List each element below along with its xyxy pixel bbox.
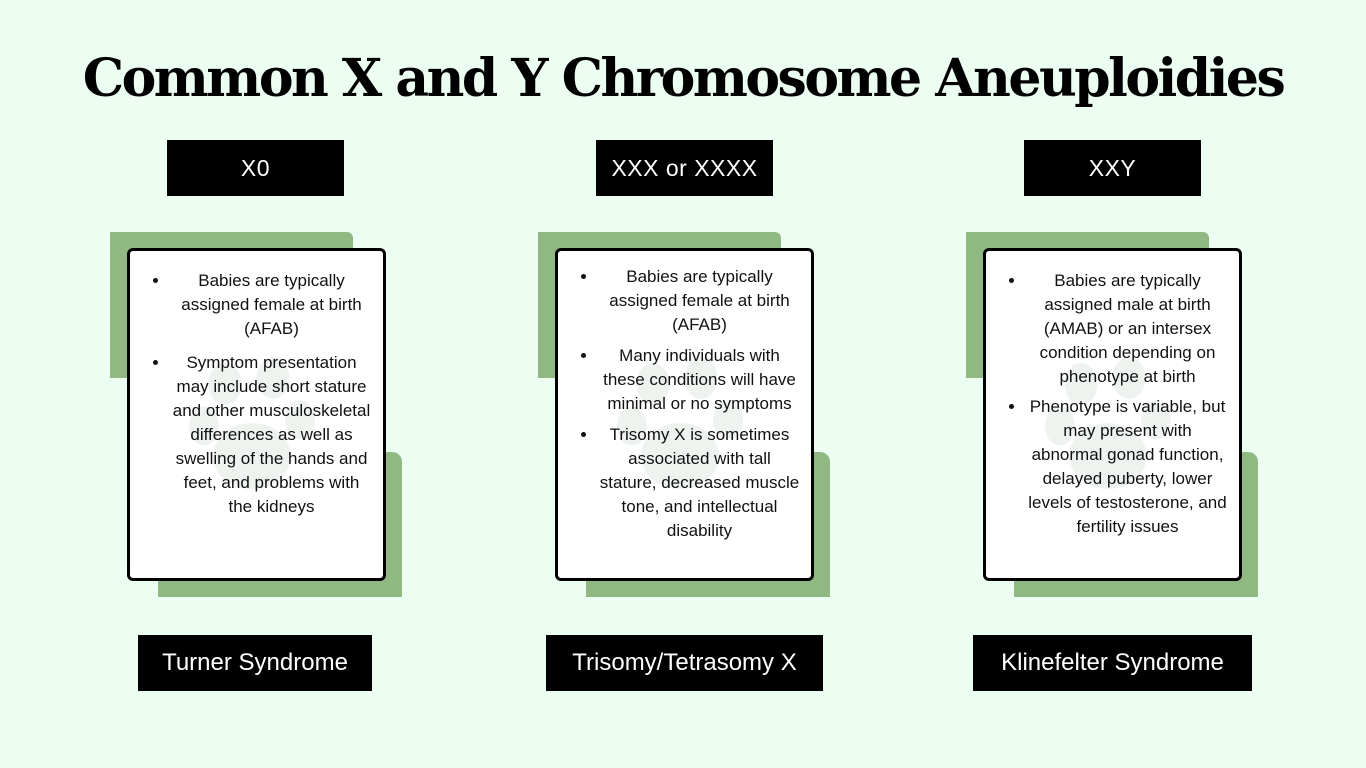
- list-item: • Trisomy X is sometimes associated with tall stature, decreased muscle tone, and intellectual disability: [598, 423, 801, 543]
- column-turner: [100, 0, 440, 768]
- karyotype-label: XXY: [1024, 140, 1201, 196]
- karyotype-label: X0: [167, 140, 344, 196]
- list-item: • Babies are typically assigned female at birth (AFAB): [170, 269, 373, 341]
- bullet-list: [558, 251, 811, 543]
- info-card: [555, 248, 814, 581]
- info-card: [983, 248, 1242, 581]
- list-item: • Symptom presentation may include short stature and other musculoskeletal differences as well as swelling of the hands and feet, and problems with the kidneys: [170, 351, 373, 519]
- slide-title: Common X and Y Chromosome Aneuploidies: [82, 48, 1284, 109]
- column-klinefelter: [956, 0, 1296, 768]
- column-trisomy-x: [528, 0, 868, 768]
- syndrome-label: Klinefelter Syndrome: [973, 635, 1252, 691]
- karyotype-label: XXX or XXXX: [596, 140, 773, 196]
- info-card: [127, 248, 386, 581]
- list-item: • Many individuals with these conditions will have minimal or no symptoms: [598, 344, 801, 416]
- list-item: • Babies are typically assigned female at birth (AFAB): [598, 265, 801, 337]
- bullet-list: [986, 251, 1239, 539]
- list-item: • Phenotype is variable, but may present with abnormal gonad function, delayed puberty, lower levels of testosterone, and fertility issues: [1026, 395, 1229, 539]
- syndrome-label: Trisomy/Tetrasomy X: [546, 635, 823, 691]
- bullet-list: [130, 251, 383, 519]
- list-item: • Babies are typically assigned male at birth (AMAB) or an intersex condition depending on phenotype at birth: [1026, 269, 1229, 389]
- syndrome-label: Turner Syndrome: [138, 635, 372, 691]
